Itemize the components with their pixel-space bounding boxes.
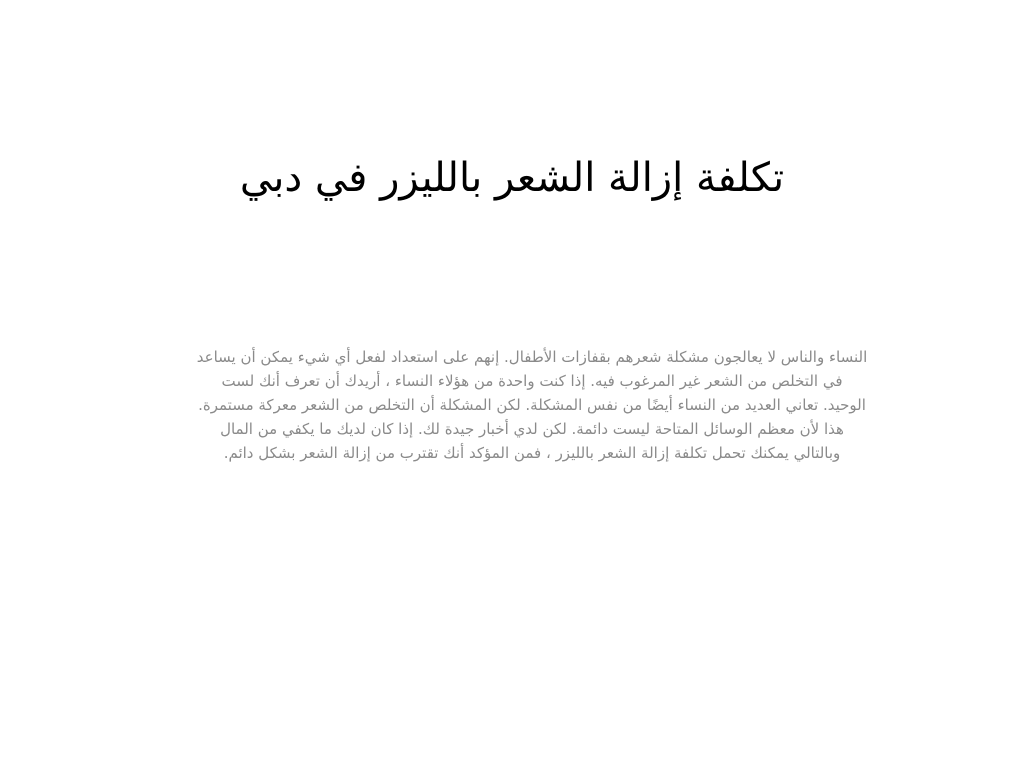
- body-line: الوحيد. تعاني العديد من النساء أيضًا من نفس المشكلة. لكن المشكلة أن التخلص من الشعر معركة مستمرة.: [198, 396, 866, 414]
- body-line: وبالتالي يمكنك تحمل تكلفة إزالة الشعر بالليزر ، فمن المؤكد أنك تقترب من إزالة الشعر بشكل دائم.: [223, 444, 841, 462]
- body-line: في التخلص من الشعر غير المرغوب فيه. إذا كنت واحدة من هؤلاء النساء ، أريدك أن تعرف أنك لست: [221, 372, 843, 390]
- slide-body-paragraph: [120, 345, 944, 465]
- body-line: هذا لأن معظم الوسائل المتاحة ليست دائمة. لكن لدي أخبار جيدة لك. إذا كان لديك ما يكفي من المال: [220, 420, 844, 438]
- slide-title: تكلفة إزالة الشعر بالليزر في دبي: [239, 155, 785, 201]
- body-line: النساء والناس لا يعالجون مشكلة شعرهم بقفازات الأطفال. إنهم على استعداد لفعل أي شيء يمكن أن يساعد: [196, 348, 868, 366]
